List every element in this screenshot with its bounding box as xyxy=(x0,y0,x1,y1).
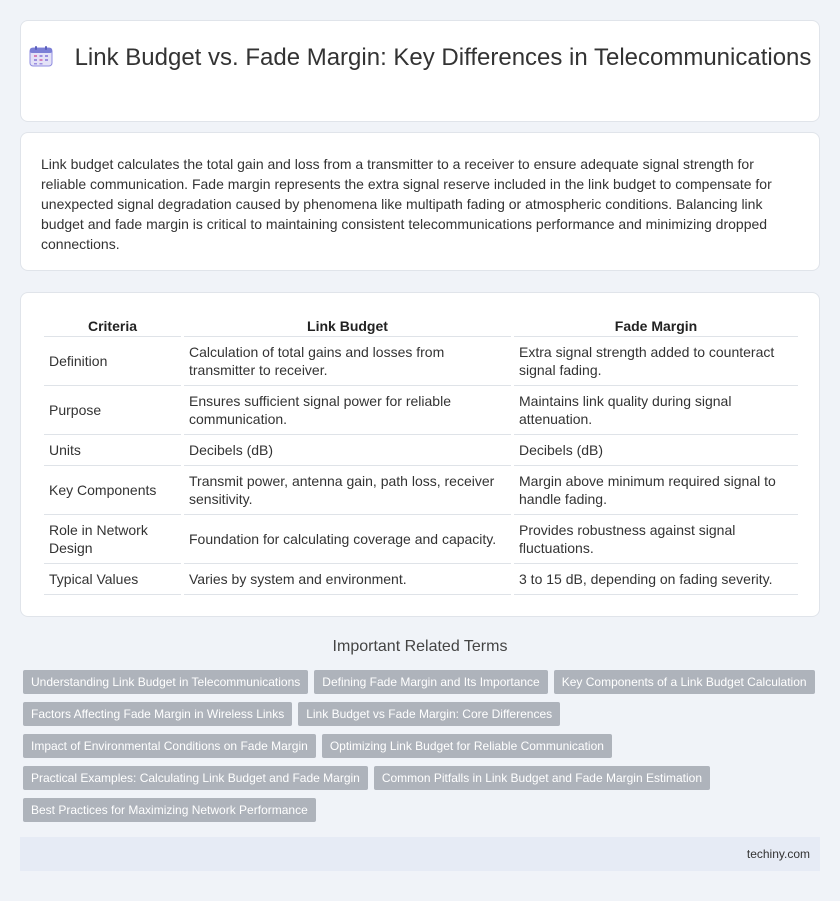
cell-fade-margin: Extra signal strength added to counteract signal fading. xyxy=(514,337,798,386)
title-wrap xyxy=(21,43,819,72)
tag-row xyxy=(23,766,823,798)
related-term-tag[interactable]: Understanding Link Budget in Telecommunications xyxy=(23,670,308,694)
cell-link-budget: Transmit power, antenna gain, path loss, receiver sensitivity. xyxy=(184,466,511,515)
cell-link-budget: Varies by system and environment. xyxy=(184,564,511,595)
related-terms-title: Important Related Terms xyxy=(332,638,508,655)
tag-row xyxy=(23,670,823,702)
header-link-budget: Link Budget xyxy=(184,315,511,337)
cell-criteria: Units xyxy=(44,435,181,466)
cell-fade-margin: 3 to 15 dB, depending on fading severity. xyxy=(514,564,798,595)
footer xyxy=(20,837,820,871)
page-title xyxy=(21,43,819,72)
intro-paragraph: Link budget calculates the total gain and loss from a transmitter to a receiver to ensure adequate signal strength for reliable communication. Fade margin represents the extra signal reserve included in the link budget to compensate for unexpected signal degradation caused by phenomena like multipath fading or atmospheric conditions. Balancing link budget and fade margin is critical to maintaining consistent telecommunications performance and minimizing dropped connections. xyxy=(41,156,772,252)
related-term-tag[interactable]: Optimizing Link Budget for Reliable Communication xyxy=(322,734,612,758)
related-term-tag[interactable]: Link Budget vs Fade Margin: Core Differences xyxy=(298,702,560,726)
related-term-tag[interactable]: Defining Fade Margin and Its Importance xyxy=(314,670,547,694)
related-term-tag[interactable]: Practical Examples: Calculating Link Budget and Fade Margin xyxy=(23,766,368,790)
cell-criteria: Role in Network Design xyxy=(44,515,181,564)
title-card xyxy=(20,20,820,122)
cell-link-budget: Decibels (dB) xyxy=(184,435,511,466)
cell-link-budget: Ensures sufficient signal power for reliable communication. xyxy=(184,386,511,435)
cell-criteria: Definition xyxy=(44,337,181,386)
table-row xyxy=(44,564,798,595)
table-header-row xyxy=(44,315,798,337)
tag-row xyxy=(23,702,823,734)
cell-link-budget: Calculation of total gains and losses from transmitter to receiver. xyxy=(184,337,511,386)
header-criteria: Criteria xyxy=(44,315,181,337)
table-row xyxy=(44,386,798,435)
related-term-tag[interactable]: Best Practices for Maximizing Network Performance xyxy=(23,798,316,822)
cell-fade-margin: Maintains link quality during signal attenuation. xyxy=(514,386,798,435)
page-title-text: Link Budget vs. Fade Margin: Key Differences in Telecommunications xyxy=(74,44,812,71)
table-row xyxy=(44,337,798,386)
table-row xyxy=(44,515,798,564)
cell-criteria: Typical Values xyxy=(44,564,181,595)
related-term-tag[interactable]: Key Components of a Link Budget Calculation xyxy=(554,670,815,694)
table-row xyxy=(44,466,798,515)
cell-criteria: Purpose xyxy=(44,386,181,435)
header-fade-margin: Fade Margin xyxy=(514,315,798,337)
comparison-table xyxy=(41,315,801,595)
related-terms-list xyxy=(23,670,823,830)
related-term-tag[interactable]: Factors Affecting Fade Margin in Wireless Links xyxy=(23,702,292,726)
tag-row xyxy=(23,734,823,766)
tag-row xyxy=(23,798,823,830)
cell-fade-margin: Decibels (dB) xyxy=(514,435,798,466)
comparison-card xyxy=(20,292,820,617)
footer-site-link[interactable]: techiny.com xyxy=(746,847,810,861)
cell-link-budget: Foundation for calculating coverage and capacity. xyxy=(184,515,511,564)
cell-fade-margin: Provides robustness against signal fluctuations. xyxy=(514,515,798,564)
table-row xyxy=(44,435,798,466)
related-term-tag[interactable]: Common Pitfalls in Link Budget and Fade Margin Estimation xyxy=(374,766,710,790)
cell-criteria: Key Components xyxy=(44,466,181,515)
related-term-tag[interactable]: Impact of Environmental Conditions on Fade Margin xyxy=(23,734,316,758)
cell-fade-margin: Margin above minimum required signal to handle fading. xyxy=(514,466,798,515)
intro-card xyxy=(20,132,820,271)
calendar-icon xyxy=(29,45,53,67)
